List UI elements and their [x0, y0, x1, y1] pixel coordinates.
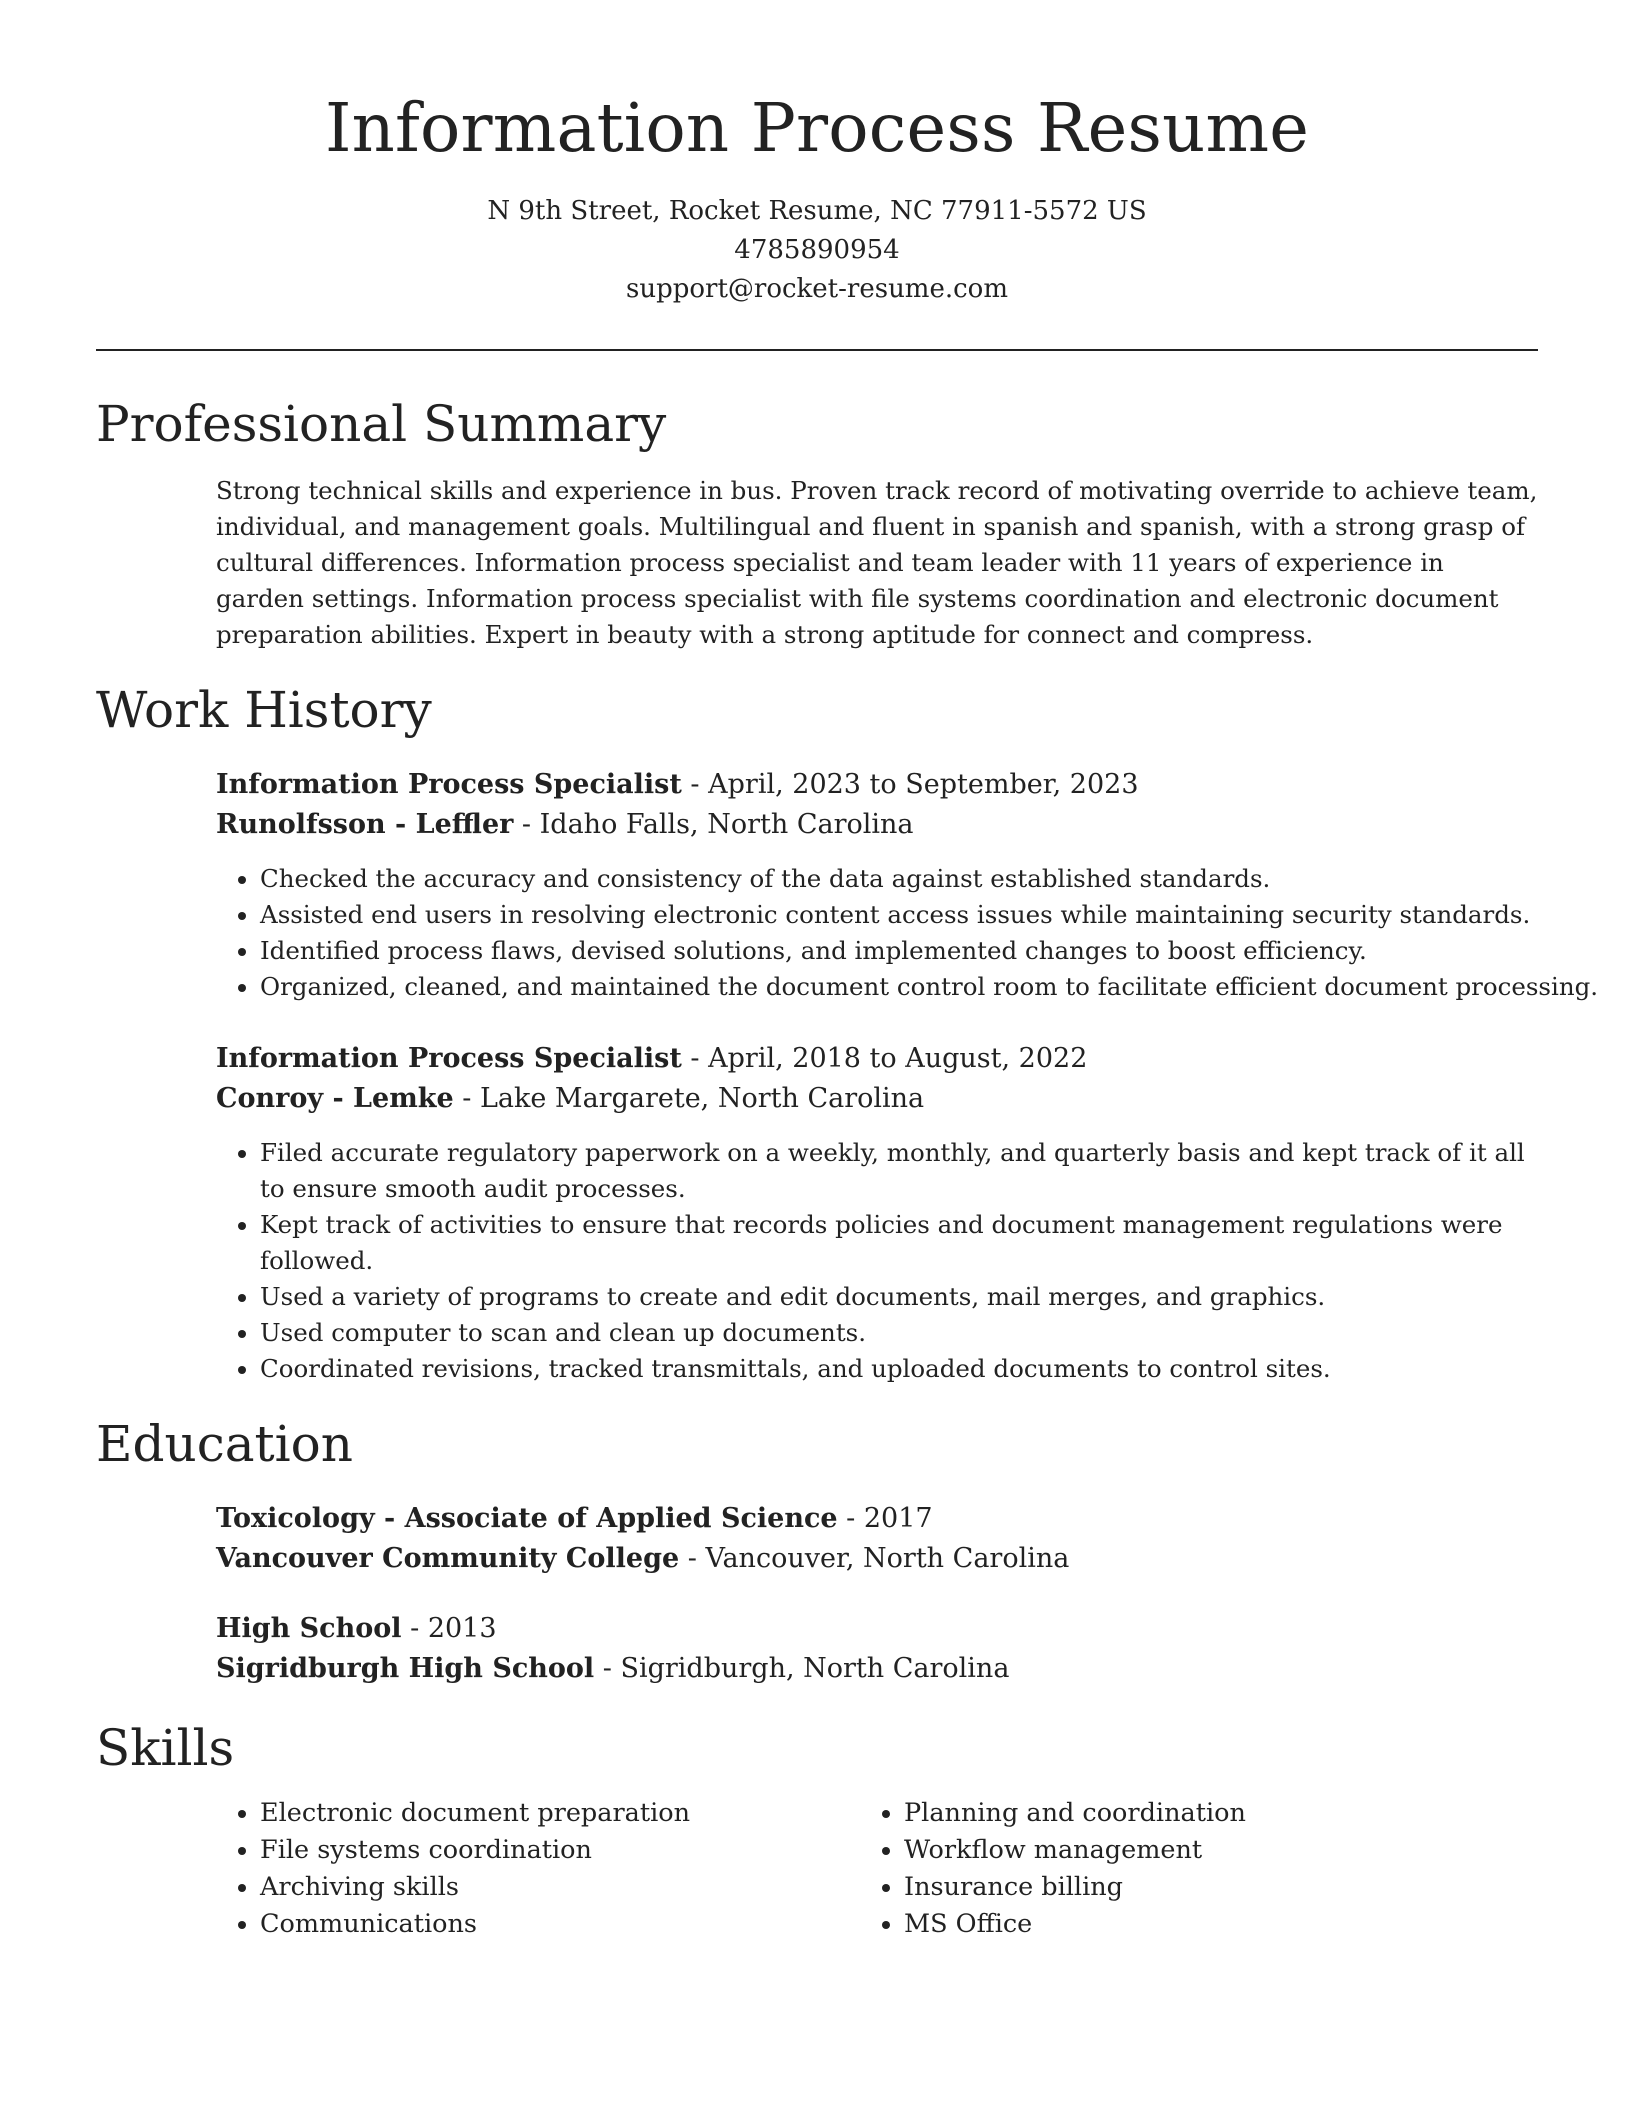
education-degree-line: Toxicology - Associate of Applied Science - 2017 [216, 1503, 933, 1534]
education-school: Sigridburgh High School [216, 1653, 595, 1684]
list-item: • Assisted end users in resolving electronic content access issues while maintaining security standards. [260, 897, 1538, 933]
list-item: • Insurance billing [904, 1869, 1504, 1906]
job-bullets [216, 861, 1599, 1005]
job-title-line: Information Process Specialist - April, 2018 to August, 2022 [216, 1043, 1088, 1074]
work-history-heading: Work History [96, 681, 432, 739]
job-role: Information Process Specialist [216, 1043, 682, 1074]
job-bullets [216, 1135, 1538, 1387]
list-item: • Checked the accuracy and consistency of the data against established standards. [260, 861, 1538, 897]
list-item: • File systems coordination [260, 1832, 860, 1869]
resume-header [96, 0, 1538, 309]
education-entry [216, 1499, 1538, 1579]
job-dates: April, 2018 to August, 2022 [708, 1043, 1088, 1074]
education-degree-line: High School - 2013 [216, 1613, 497, 1644]
summary-text: Strong technical skills and experience in bus. Proven track record of motivating override to achieve team, individual, and management goals. Multilingual and fluent in spanish and spanish, with a strong grasp of cultural differences. Information process specialist and team leader with 11 years of experience in garden settings. Information process specialist with file systems coordination and electronic document preparation abilities. Expert in beauty with a strong aptitude for connect and compress. [216, 476, 1538, 649]
education-location: Sigridburgh, North Carolina [620, 1653, 1010, 1684]
job-company: Runolfsson - Leffler [216, 809, 514, 840]
list-item: • Identified process flaws, devised solutions, and implemented changes to boost efficiency. [260, 933, 1538, 969]
list-item: • Archiving skills [260, 1869, 860, 1906]
contact-address: N 9th Street, Rocket Resume, NC 77911-5572 US [487, 196, 1147, 226]
list-item: • Used computer to scan and clean up documents. [260, 1315, 1538, 1351]
list-item: • Kept track of activities to ensure that records policies and document management regulations were followed. [260, 1207, 1538, 1279]
list-item: • Coordinated revisions, tracked transmittals, and uploaded documents to control sites. [260, 1351, 1538, 1387]
skills-heading: Skills [96, 1719, 235, 1777]
education-degree: Toxicology - Associate of Applied Science [216, 1503, 838, 1534]
job-entry [216, 765, 1599, 1005]
contact-email: support@rocket-resume.com [625, 274, 1008, 304]
job-location: Lake Margarete, North Carolina [479, 1083, 925, 1114]
education-year: 2017 [863, 1503, 933, 1534]
education-year: 2013 [427, 1613, 497, 1644]
list-item: • Filed accurate regulatory paperwork on a weekly, monthly, and quarterly basis and kept track of it all to ensure smooth audit processes. [260, 1135, 1538, 1207]
summary-heading: Professional Summary [96, 395, 667, 453]
contact-phone: 4785890954 [734, 235, 900, 265]
header-divider [96, 349, 1538, 351]
education-heading: Education [96, 1415, 353, 1473]
job-location: Idaho Falls, North Carolina [539, 809, 914, 840]
skills-list-left [216, 1795, 860, 1943]
job-entry [216, 1039, 1538, 1387]
job-company: Conroy - Lemke [216, 1083, 454, 1114]
job-company-line: Runolfsson - Leffler - Idaho Falls, North Carolina [216, 809, 914, 840]
job-role: Information Process Specialist [216, 769, 682, 800]
skills-list-right [860, 1795, 1504, 1943]
list-item: • Workflow management [904, 1832, 1504, 1869]
education-entry [216, 1609, 1538, 1689]
list-item: • Planning and coordination [904, 1795, 1504, 1832]
list-item: • Used a variety of programs to create and edit documents, mail merges, and graphics. [260, 1279, 1538, 1315]
education-school-line: Sigridburgh High School - Sigridburgh, North Carolina [216, 1653, 1010, 1684]
job-title-line: Information Process Specialist - April, 2023 to September, 2023 [216, 769, 1139, 800]
education-location: Vancouver, North Carolina [705, 1543, 1070, 1574]
contact-block [96, 192, 1538, 309]
list-item: • Electronic document preparation [260, 1795, 860, 1832]
education-school-line: Vancouver Community College - Vancouver, North Carolina [216, 1543, 1070, 1574]
education-school: Vancouver Community College [216, 1543, 680, 1574]
list-item: • Organized, cleaned, and maintained the document control room to facilitate efficient document processing. [260, 969, 1538, 1005]
resume-name: Information Process Resume [324, 89, 1310, 167]
list-item: • Communications [260, 1906, 860, 1943]
job-dates: April, 2023 to September, 2023 [708, 769, 1139, 800]
education-degree: High School [216, 1613, 402, 1644]
list-item: • MS Office [904, 1906, 1504, 1943]
skills-columns [216, 1795, 1538, 1943]
resume-page [96, 0, 1599, 1943]
job-company-line: Conroy - Lemke - Lake Margarete, North Carolina [216, 1083, 925, 1114]
